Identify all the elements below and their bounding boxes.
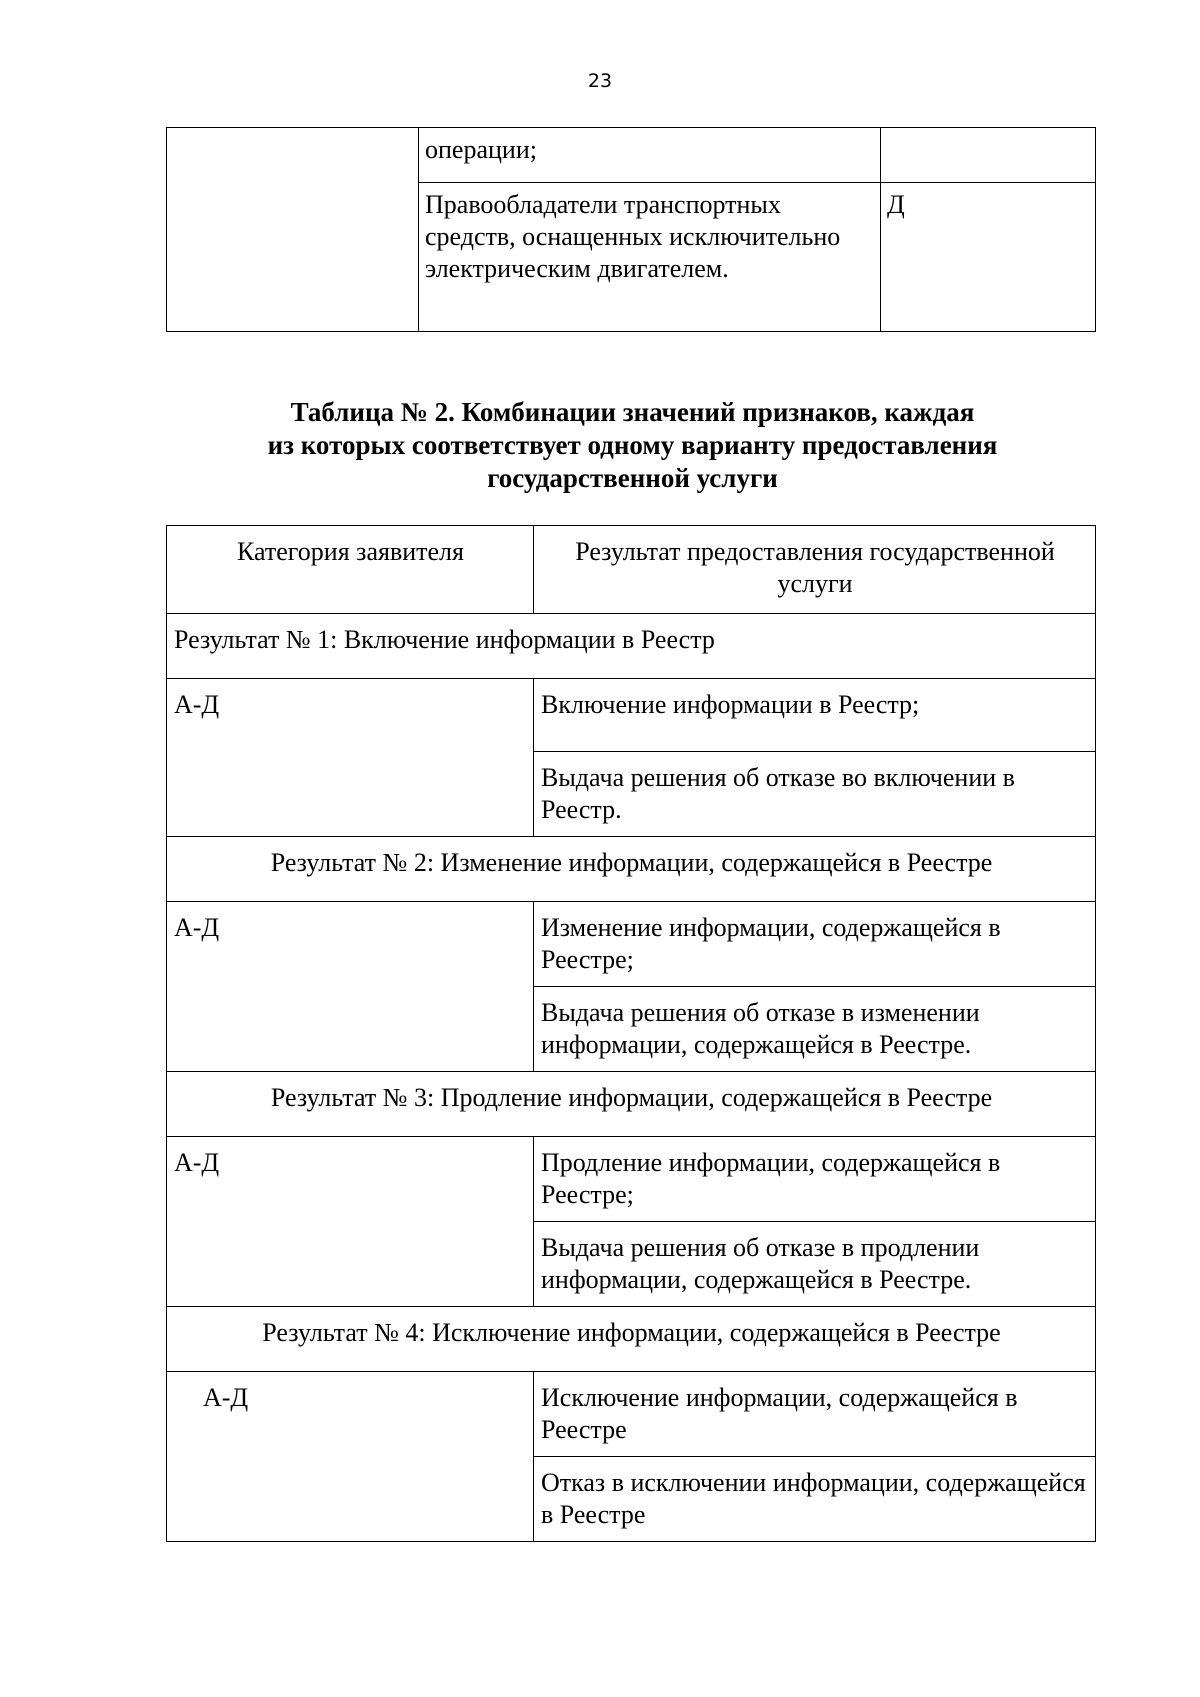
result-heading-row (167, 1307, 1096, 1372)
result-heading-row (167, 1072, 1096, 1137)
description-cell: операции; (419, 128, 881, 183)
result-heading-row (167, 837, 1096, 902)
category-cell: А-Д (167, 1137, 534, 1307)
category-cell: А-Д (167, 679, 534, 837)
page-number: 23 (587, 70, 613, 92)
header-row (167, 526, 1096, 614)
result-item: Продление информации, содержащейся в Реестре; (534, 1137, 1096, 1222)
result-item: Изменение информации, содержащейся в Реестре; (534, 902, 1096, 987)
result-heading: Результат № 2: Изменение информации, содержащейся в Реестре (167, 837, 1096, 902)
result-item: Выдача решения об отказе в изменении информации, содержащейся в Реестре. (534, 987, 1096, 1072)
table-title-line: государственной услуги (487, 463, 778, 493)
header-result: Результат предоставления государственной услуги (534, 526, 1096, 614)
result-item: Выдача решения об отказе в продлении информации, содержащейся в Реестре. (534, 1222, 1096, 1307)
table-row (167, 679, 1096, 752)
result-item: Исключение информации, содержащейся в Реестре (534, 1372, 1096, 1457)
result-heading: Результат № 4: Исключение информации, содержащейся в Реестре (167, 1307, 1096, 1372)
description-cell: Правообладатели транспортных средств, оснащенных исключительно электрическим двигателем. (419, 183, 881, 332)
category-cell: А-Д (167, 1372, 534, 1542)
table-row (167, 128, 1096, 183)
table-row (167, 902, 1096, 987)
header-category: Категория заявителя (167, 526, 534, 614)
table-row (167, 1137, 1096, 1222)
table-row (167, 1372, 1096, 1457)
result-heading-row (167, 614, 1096, 679)
result-heading: Результат № 1: Включение информации в Реестр (167, 614, 1096, 679)
code-cell: Д (881, 183, 1096, 332)
continuation-table (166, 127, 1096, 332)
category-cell: А-Д (167, 902, 534, 1072)
result-item: Выдача решения об отказе во включении в Реестр. (534, 752, 1096, 837)
table-title-line: из которых соответствует одному варианту предоставления (267, 430, 998, 460)
code-cell (881, 128, 1096, 183)
result-heading: Результат № 3: Продление информации, содержащейся в Реестре (167, 1072, 1096, 1137)
results-table (166, 525, 1096, 1542)
result-item: Включение информации в Реестр; (534, 679, 1096, 752)
result-item: Отказ в исключении информации, содержащейся в Реестре (534, 1457, 1096, 1542)
category-cell (167, 128, 419, 332)
table-title-line: Таблица № 2. Комбинации значений признаков, каждая (290, 397, 975, 427)
table-title (0, 396, 1200, 495)
